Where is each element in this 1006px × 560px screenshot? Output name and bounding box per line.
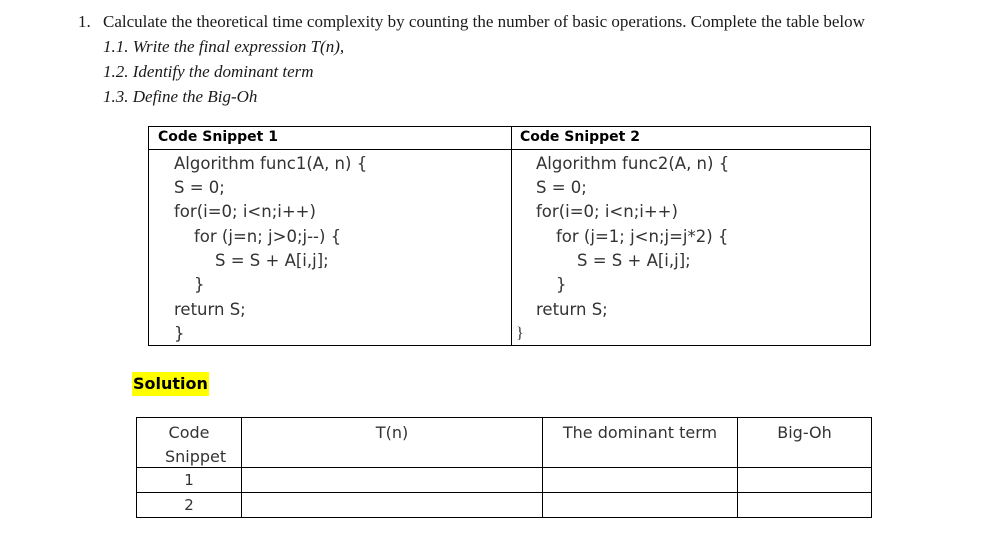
code-snippets-table [148, 126, 871, 346]
subitem-2: 1.2. Identify the dominant term [103, 62, 314, 81]
snippet1-line-7: return S; [174, 300, 246, 319]
question-number: 1. [78, 12, 91, 31]
snippet2-line-1: Algorithm func2(A, n) { [536, 154, 730, 173]
subitem-3: 1.3. Define the Big-Oh [103, 87, 258, 106]
code-table-divider [511, 127, 512, 345]
snippet2-line-5: S = S + A[i,j]; [577, 251, 691, 270]
snippet1-line-6: } [194, 275, 205, 294]
question-text: Calculate the theoretical time complexity by counting the number of basic operations. Complete the table below [103, 12, 865, 31]
code-snippet-1-header: Code Snippet 1 [158, 129, 278, 145]
snippet1-line-3: for(i=0; i<n;i++) [174, 202, 316, 221]
snippet1-line-8: } [174, 324, 185, 343]
sol-row-divider-2 [137, 492, 871, 493]
solution-label: Solution [132, 372, 209, 396]
snippet2-line-6: } [556, 275, 567, 294]
code-snippet-2-header: Code Snippet 2 [520, 129, 640, 145]
sol-row-1-snippet: 1 [184, 471, 194, 489]
snippet2-line-2: S = 0; [536, 178, 587, 197]
snippet2-line-4: for (j=1; j<n;j=j*2) { [556, 227, 729, 246]
solution-table [136, 417, 872, 518]
snippet1-line-2: S = 0; [174, 178, 225, 197]
sol-header-big-oh: Big-Oh [777, 423, 832, 442]
sol-header-dominant-term: The dominant term [562, 423, 718, 442]
sol-row-divider-1 [137, 467, 871, 468]
sol-header-code-snippet: Code Snippet [165, 423, 227, 466]
snippet2-line-8: } [516, 325, 524, 342]
sol-header-tn: T(n) [375, 423, 409, 442]
sol-row-2-snippet: 2 [184, 496, 194, 514]
snippet1-line-4: for (j=n; j>0;j--) { [194, 227, 342, 246]
snippet1-line-5: S = S + A[i,j]; [215, 251, 329, 270]
subitem-1: 1.1. Write the final expression T(n), [103, 37, 345, 56]
snippet1-line-1: Algorithm func1(A, n) { [174, 154, 368, 173]
snippet2-line-7: return S; [536, 300, 608, 319]
snippet2-line-3: for(i=0; i<n;i++) [536, 202, 678, 221]
